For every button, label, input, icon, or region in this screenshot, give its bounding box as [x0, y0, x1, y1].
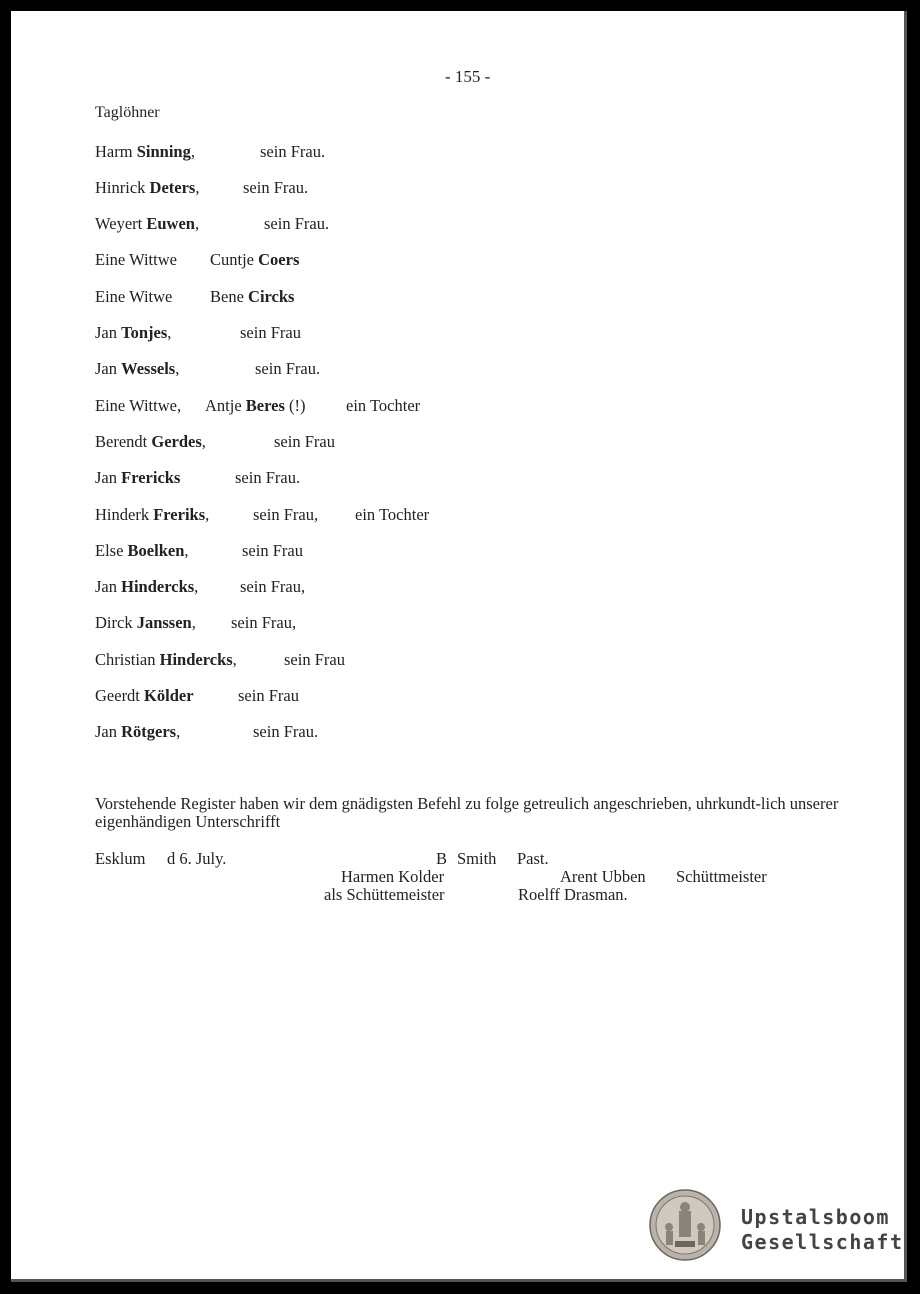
entry-punct: , — [195, 178, 200, 197]
entry-relation — [284, 650, 345, 670]
entry-given-name: Hinrick — [95, 178, 150, 197]
entry-relation-surname: Beres — [245, 396, 285, 415]
signer-kolder: Harmen Kolder — [341, 867, 445, 886]
entry-given-name: Else — [95, 541, 128, 560]
entry-surname: Euwen — [146, 214, 195, 233]
entry-punct: , — [201, 432, 206, 451]
entry-relation — [240, 577, 305, 597]
document-page — [11, 11, 907, 1282]
entry-name — [95, 432, 206, 452]
entry-given-name: Weyert — [95, 214, 147, 233]
entry-relation — [274, 432, 335, 452]
entry-relation-surname: Coers — [258, 250, 300, 269]
entry-punct: , — [184, 541, 189, 560]
entry-punct: , — [167, 323, 172, 342]
signature-place: Esklum — [95, 849, 146, 868]
entry-relation — [253, 505, 318, 525]
entry-given-name: Eine Wittwe, — [95, 396, 182, 415]
entry-relation-text: Antje — [205, 396, 246, 415]
signer-ubben: Arent Ubben — [560, 867, 646, 886]
entry-surname: Deters — [149, 178, 196, 197]
entry-relation-text: sein Frau. — [235, 468, 301, 487]
entry-relation — [235, 468, 300, 488]
entry-relation — [253, 722, 318, 742]
entry-surname: Wessels — [121, 359, 176, 378]
entry-name — [95, 323, 171, 343]
entry-punct: , — [176, 722, 181, 741]
pastor-name: Smith — [457, 849, 497, 868]
entry-name — [95, 178, 199, 198]
entry-relation — [231, 613, 296, 633]
entry-name — [95, 359, 179, 379]
entry-surname: Freriks — [153, 505, 206, 524]
entry-given-name: Hinderk — [95, 505, 154, 524]
entry-relation-text: sein Frau — [274, 432, 335, 451]
entry-name — [95, 142, 195, 162]
entry-punct: , — [205, 505, 210, 524]
entry-relation — [240, 323, 301, 343]
entry-name — [95, 468, 180, 488]
entry-name — [95, 541, 189, 561]
entry-relation-surname: Circks — [248, 287, 295, 306]
pastor-title: Past. — [517, 849, 549, 868]
entry-relation-text: sein Frau. — [255, 359, 321, 378]
entry-relation-text: Bene — [210, 287, 249, 306]
signature-date: d 6. July. — [167, 849, 227, 868]
entry-surname: Sinning — [136, 142, 191, 161]
entry-surname: Hindercks — [159, 650, 233, 669]
seal-icon — [649, 1189, 721, 1261]
entry-given-name: Jan — [95, 577, 122, 596]
pastor-initial: B — [436, 849, 448, 868]
entry-name — [95, 396, 181, 416]
entry-name — [95, 287, 172, 307]
entry-given-name: Dirck — [95, 613, 137, 632]
entry-relation — [242, 541, 303, 561]
entry-name — [95, 650, 237, 670]
entry-given-name: Harm — [95, 142, 137, 161]
entry-relation — [260, 142, 325, 162]
entry-given-name: Jan — [95, 722, 122, 741]
brand-line-2: Gesellschaft — [741, 1230, 904, 1254]
entry-surname: Boelken — [127, 541, 185, 560]
entry-name — [95, 722, 180, 742]
entry-relation-text: sein Frau. — [253, 722, 319, 741]
entry-relation — [205, 396, 306, 416]
entry-name — [95, 613, 196, 633]
entry-name — [95, 505, 209, 525]
entry-relation-text: sein Frau. — [243, 178, 309, 197]
entry-relation-text: sein Frau — [240, 323, 301, 342]
entry-name — [95, 686, 194, 706]
entry-relation-note: (!) — [284, 396, 306, 415]
signer-drasman: Roelff Drasman. — [518, 885, 628, 904]
section-heading: Taglöhner — [95, 104, 160, 121]
entry-relation-text: sein Frau. — [264, 214, 330, 233]
entry-punct: , — [232, 650, 237, 669]
entry-relation — [264, 214, 329, 234]
entry-surname: Rötgers — [121, 722, 177, 741]
entry-punct: , — [175, 359, 180, 378]
entry-relation-text: sein Frau, — [231, 613, 297, 632]
entry-name — [95, 577, 198, 597]
entry-given-name: Christian — [95, 650, 160, 669]
entry-given-name: Berendt — [95, 432, 152, 451]
entry-punct: , — [194, 214, 200, 233]
signer-kolder-role: als Schüttemeister — [324, 885, 445, 904]
entry-relation — [238, 686, 299, 706]
signer-ubben-role: Schüttmeister — [676, 867, 767, 886]
entry-given-name: Jan — [95, 359, 122, 378]
entry-surname: Frericks — [121, 468, 181, 487]
entry-relation-text: sein Frau — [242, 541, 303, 560]
entry-relation — [210, 287, 294, 307]
entry-given-name: Eine Wittwe — [95, 250, 177, 269]
entry-extra: ein Tochter — [355, 505, 430, 524]
entry-given-name: Jan — [95, 323, 122, 342]
entry-given-name: Eine Witwe — [95, 287, 173, 306]
entry-given-name: Jan — [95, 468, 122, 487]
entry-punct: , — [190, 142, 195, 161]
entry-surname: Tonjes — [121, 323, 168, 342]
entry-punct: , — [194, 577, 199, 596]
entry-name — [95, 250, 177, 270]
entry-given-name: Geerdt — [95, 686, 145, 705]
entry-relation-text: Cuntje — [210, 250, 259, 269]
entry-relation — [243, 178, 308, 198]
entry-surname: Gerdes — [151, 432, 202, 451]
entry-extra: ein Tochter — [346, 396, 421, 415]
entry-relation-text: sein Frau, — [253, 505, 319, 524]
entry-relation-text: sein Frau — [238, 686, 299, 705]
entry-surname: Hindercks — [121, 577, 195, 596]
page-number: - 155 - — [445, 67, 491, 86]
entry-name — [95, 214, 199, 234]
entry-relation-text: sein Frau — [284, 650, 345, 669]
brand-line-1: Upstalsboom — [741, 1205, 890, 1229]
register-statement: Vorstehende Register haben wir dem gnädigsten Befehl zu folge getreulich angeschrieben, uhrkundt-lich unserer eigenhändigen Unterschrifft — [95, 794, 839, 831]
entry-surname: Kölder — [144, 686, 194, 705]
entry-punct: , — [191, 613, 196, 632]
entry-relation — [255, 359, 320, 379]
entry-relation — [210, 250, 299, 270]
entry-surname: Janssen — [136, 613, 192, 632]
entry-relation-text: sein Frau, — [240, 577, 306, 596]
entry-relation-text: sein Frau. — [260, 142, 326, 161]
